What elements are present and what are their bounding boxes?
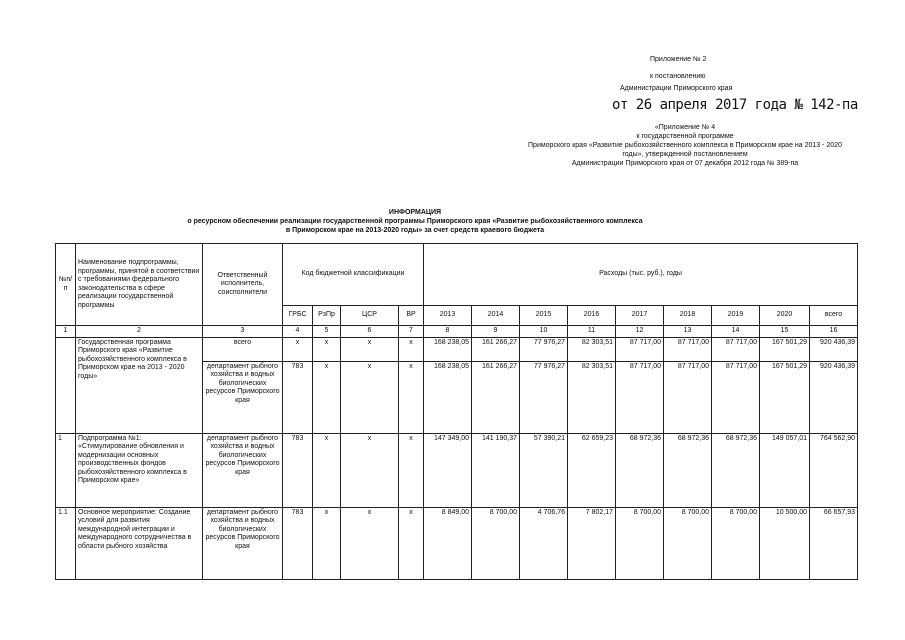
- subheader-cell: 2016: [568, 306, 616, 326]
- code-cell: x: [399, 507, 424, 579]
- code-cell: x: [341, 433, 399, 507]
- administration-label: Администрации Приморского края: [620, 85, 733, 92]
- code-cell: x: [341, 361, 399, 433]
- value-cell: 8 700,00: [616, 507, 664, 579]
- value-cell: 62 659,23: [568, 433, 616, 507]
- value-cell: 8 700,00: [712, 507, 760, 579]
- column-number: 5: [313, 326, 341, 338]
- subheader-cell: 2015: [520, 306, 568, 326]
- appendix-4-line3: Приморского края «Развитие рыбохозяйственного комплекса в Приморском крае на 2013 - 2020 годы», утвержденной постановлением: [528, 142, 842, 158]
- value-cell: 68 972,36: [616, 433, 664, 507]
- column-number: 11: [568, 326, 616, 338]
- column-number: 9: [472, 326, 520, 338]
- code-cell: 783: [283, 433, 313, 507]
- value-cell: 68 972,36: [712, 433, 760, 507]
- code-cell: x: [313, 433, 341, 507]
- value-cell: 10 500,00: [760, 507, 810, 579]
- value-cell: 8 700,00: [664, 507, 712, 579]
- value-cell: 8 849,00: [424, 507, 472, 579]
- row-name: Основное мероприятие: Создание условий для развития международной интеграции и международного сотрудничества в области рыбного хозяйства: [76, 507, 203, 579]
- column-number-row: [56, 326, 858, 338]
- subheader-cell: 2017: [616, 306, 664, 326]
- header-budget-code: Код бюджетной классификации: [283, 244, 424, 306]
- column-number: 7: [399, 326, 424, 338]
- column-number: 3: [203, 326, 283, 338]
- column-number: 12: [616, 326, 664, 338]
- document-subtitle-line1: о ресурсном обеспечении реализации государственной программы Приморского края «Развитие рыбохозяйственного комплекса: [187, 218, 643, 225]
- value-cell: 4 706,76: [520, 507, 568, 579]
- subheader-cell: ГРБС: [283, 306, 313, 326]
- value-cell: 141 190,37: [472, 433, 520, 507]
- column-number: 8: [424, 326, 472, 338]
- value-cell: 57 390,21: [520, 433, 568, 507]
- subheader-cell: 2014: [472, 306, 520, 326]
- row-num: 1.1: [56, 507, 76, 579]
- value-cell: 82 303,51: [568, 361, 616, 433]
- column-number: 13: [664, 326, 712, 338]
- table-row: [56, 433, 858, 507]
- value-cell: 920 436,39: [810, 361, 858, 433]
- value-cell: 82 303,51: [568, 337, 616, 361]
- value-cell: 87 717,00: [664, 337, 712, 361]
- value-cell: 149 057,01: [760, 433, 810, 507]
- code-cell: x: [313, 361, 341, 433]
- value-cell: 161 266,27: [472, 361, 520, 433]
- code-cell: x: [283, 337, 313, 361]
- row-num: 1: [56, 433, 76, 507]
- appendix-4-line2: к государственной программе: [636, 133, 734, 140]
- column-number: 15: [760, 326, 810, 338]
- column-number: 14: [712, 326, 760, 338]
- code-cell: 783: [283, 361, 313, 433]
- value-cell: 920 436,39: [810, 337, 858, 361]
- row-num: [56, 337, 76, 433]
- value-cell: 68 972,36: [664, 433, 712, 507]
- code-cell: x: [313, 507, 341, 579]
- value-cell: 77 976,27: [520, 361, 568, 433]
- column-number: 16: [810, 326, 858, 338]
- row-executor: департамент рыбного хозяйства и водных биологических ресурсов Приморского края: [203, 507, 283, 579]
- document-title-block: [165, 208, 665, 235]
- value-cell: 66 657,93: [810, 507, 858, 579]
- row-name: Подпрограмма №1: «Стимулирование обновления и модернизации основных производственных фондов рыбохозяйственного комплекса в Приморском крае»: [76, 433, 203, 507]
- document-title: ИНФОРМАЦИЯ: [388, 209, 442, 216]
- header-num: №п/п: [56, 244, 76, 326]
- value-cell: 764 562,90: [810, 433, 858, 507]
- to-resolution-label: к постановлению: [650, 73, 706, 80]
- column-number: 4: [283, 326, 313, 338]
- value-cell: 167 501,29: [760, 337, 810, 361]
- table-row: [56, 337, 858, 361]
- document-subtitle-line2: в Приморском крае на 2013-2020 годы» за счет средств краевого бюджета: [285, 227, 545, 234]
- code-cell: x: [399, 337, 424, 361]
- table-row: [56, 507, 858, 579]
- subheader-cell: 2020: [760, 306, 810, 326]
- subheader-cell: всего: [810, 306, 858, 326]
- subheader-cell: РзПр: [313, 306, 341, 326]
- code-cell: x: [341, 337, 399, 361]
- code-cell: 783: [283, 507, 313, 579]
- resource-table: [55, 243, 858, 580]
- column-number: 2: [76, 326, 203, 338]
- code-cell: x: [313, 337, 341, 361]
- value-cell: 87 717,00: [616, 337, 664, 361]
- value-cell: 87 717,00: [712, 337, 760, 361]
- value-cell: 87 717,00: [712, 361, 760, 433]
- row-executor: департамент рыбного хозяйства и водных биологических ресурсов Приморского края: [203, 433, 283, 507]
- value-cell: 168 238,05: [424, 337, 472, 361]
- appendix-4-block: [525, 123, 845, 168]
- code-cell: x: [341, 507, 399, 579]
- value-cell: 7 802,17: [568, 507, 616, 579]
- decree-date-line: от 26 апреля 2017 года № 142-па: [612, 97, 858, 113]
- subheader-cell: ЦСР: [341, 306, 399, 326]
- appendix-4-label: «Приложение № 4: [654, 124, 716, 131]
- value-cell: 168 238,05: [424, 361, 472, 433]
- subheader-cell: 2019: [712, 306, 760, 326]
- code-cell: x: [399, 433, 424, 507]
- table-header-row: [56, 244, 858, 306]
- row-executor: департамент рыбного хозяйства и водных биологических ресурсов Приморского края: [203, 361, 283, 433]
- value-cell: 161 266,27: [472, 337, 520, 361]
- subheader-cell: 2018: [664, 306, 712, 326]
- value-cell: 87 717,00: [664, 361, 712, 433]
- value-cell: 77 976,27: [520, 337, 568, 361]
- subheader-cell: ВР: [399, 306, 424, 326]
- column-number: 6: [341, 326, 399, 338]
- value-cell: 147 349,00: [424, 433, 472, 507]
- value-cell: 87 717,00: [616, 361, 664, 433]
- value-cell: 167 501,29: [760, 361, 810, 433]
- column-number: 10: [520, 326, 568, 338]
- row-executor: всего: [203, 337, 283, 361]
- appendix-2-label: Приложение № 2: [650, 56, 707, 63]
- appendix-4-line4: Администрации Приморского края от 07 декабря 2012 года № 389-па: [571, 160, 799, 167]
- subheader-cell: 2013: [424, 306, 472, 326]
- value-cell: 8 700,00: [472, 507, 520, 579]
- row-name: Государственная программа Приморского края «Развитие рыбохозяйственного комплекса в Приморском крае на 2013 - 2020 годы»: [76, 337, 203, 433]
- column-number: 1: [56, 326, 76, 338]
- header-executor: Ответственный исполнитель, соисполнители: [203, 244, 283, 326]
- header-expenses: Расходы (тыс. руб.), годы: [424, 244, 858, 306]
- code-cell: x: [399, 361, 424, 433]
- header-name: Наименование подпрограммы, программы, принятой в соответствии с требованиями федерального законодательства в сфере реализации государственной программы: [76, 244, 203, 326]
